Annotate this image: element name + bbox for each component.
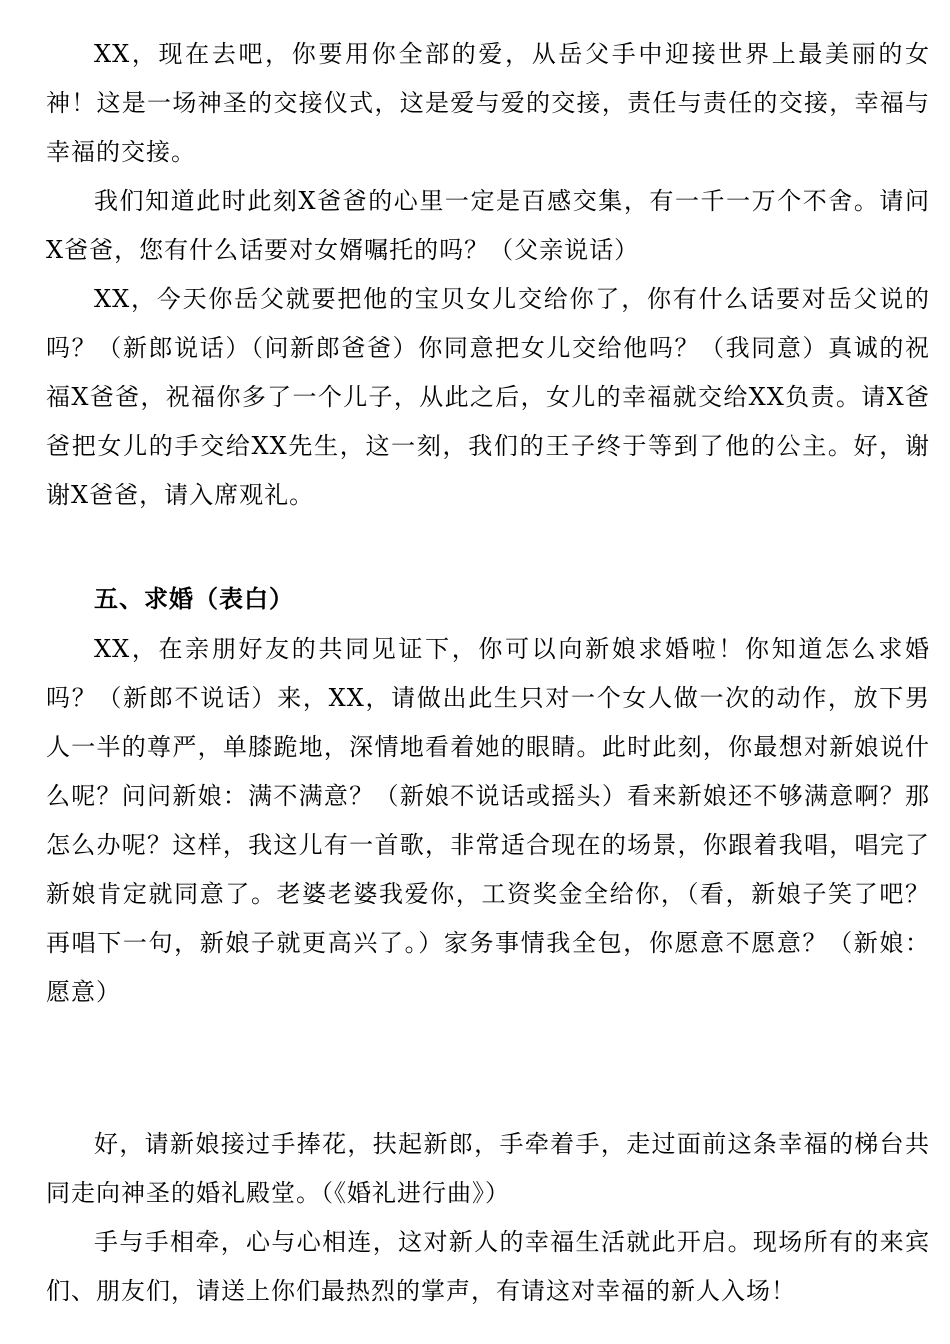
paragraph-father-speech: 我们知道此时此刻X爸爸的心里一定是百感交集，有一千一万个不舍。请问X爸爸，您有什么话要对女婿嘱托的吗？（父亲说话） bbox=[46, 187, 930, 264]
paragraph-handover: XX，现在去吧，你要用你全部的爱，从岳父手中迎接世界上最美丽的女神！这是一场神圣的交接仪式，这是爱与爱的交接，责任与责任的交接，幸福与幸福的交接。 bbox=[46, 40, 930, 166]
paragraph-entrance: 手与手相牵，心与心相连，这对新人的幸福生活就此开启。现场所有的来宾们、朋友们，请送上你们最热烈的掌声，有请这对幸福的新人入场！ bbox=[46, 1228, 930, 1305]
section-heading-proposal: 五、求婚（表白） bbox=[94, 585, 294, 613]
paragraph-proposal: XX，在亲朋好友的共同见证下，你可以向新娘求婚啦！你知道怎么求婚吗？（新郎不说话）来，XX，请做出此生只对一个女人做一次的动作，放下男人一半的尊严，单膝跪地，深情地看着她的眼睛。此时此刻，你最想对新娘说什么呢？问问新娘：满不满意？（新娘不说话或摇头）看来新娘还不够满意啊？那怎么办呢？这样，我这儿有一首歌，非常适合现在的场景，你跟着我唱，唱完了新娘肯定就同意了。老婆老婆我爱你，工资奖金全给你，（看，新娘子笑了吧？再唱下一句，新娘子就更高兴了。）家务事情我全包，你愿意不愿意？（新娘：愿意） bbox=[46, 635, 930, 1006]
paragraph-groom-to-father: XX，今天你岳父就要把他的宝贝女儿交给你了，你有什么话要对岳父说的吗？（新郎说话）（问新郎爸爸）你同意把女儿交给他吗？（我同意）真诚的祝福X爸爸，祝福你多了一个儿子，从此之后，女儿的幸福就交给XX负责。请X爸爸把女儿的手交给XX先生，这一刻，我们的王子终于等到了他的公主。好，谢谢X爸爸，请入席观礼。 bbox=[46, 285, 930, 509]
paragraph-wedding-march: 好，请新娘接过手捧花，扶起新郎，手牵着手，走过面前这条幸福的梯台共同走向神圣的婚礼殿堂。（《婚礼进行曲》） bbox=[46, 1130, 930, 1207]
document-page bbox=[46, 0, 930, 1344]
